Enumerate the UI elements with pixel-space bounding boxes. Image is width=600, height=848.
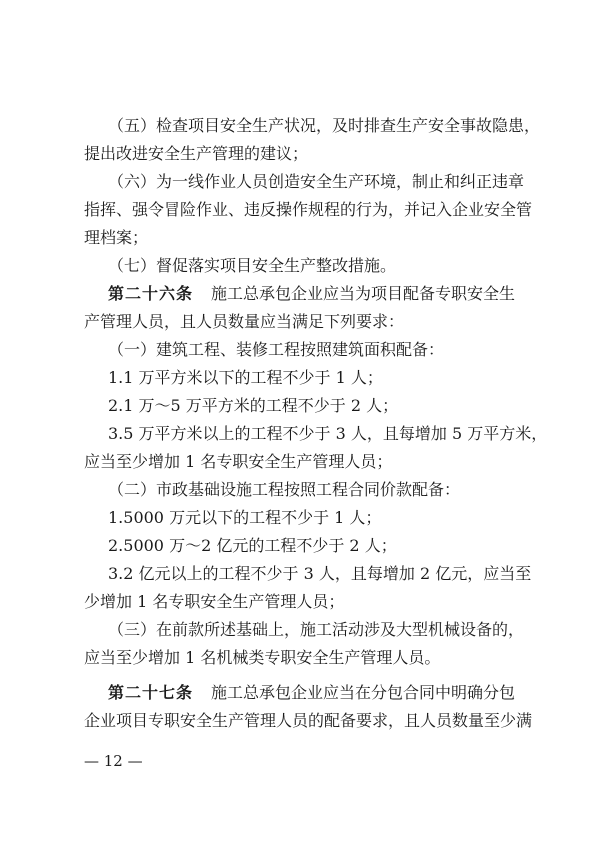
line-text: 产管理人员，且人员数量应当满足下列要求：: [84, 312, 405, 331]
text-line: [0, 200, 600, 220]
text-line: [0, 620, 600, 640]
line-text: 指挥、强令冒险作业、违反操作规程的行为，并记入企业安全管: [84, 200, 533, 219]
line-text: 1.1 万平方米以下的工程不少于 1 人；: [108, 368, 383, 387]
article-heading: 第二十六条: [108, 284, 194, 303]
text-line: [0, 564, 600, 584]
text-line: [0, 480, 600, 500]
line-text: 2.1 万～5 万平方米的工程不少于 2 人；: [108, 396, 399, 415]
line-text: 施工总承包企业应当在分包合同中明确分包: [211, 683, 516, 702]
line-text: （六）为一线作业人员创造安全生产环境，制止和纠正违章: [108, 172, 525, 191]
text-line: [0, 508, 600, 528]
text-line: [0, 340, 600, 360]
text-line: [0, 368, 600, 388]
line-text: 企业项目专职安全生产管理人员的配备要求，且人员数量至少满: [84, 711, 533, 730]
text-line: [0, 536, 600, 556]
line-text: 理档案；: [84, 228, 149, 247]
line-text: 应当至少增加 1 名机械类专职安全生产管理人员。: [84, 648, 441, 667]
text-line: [0, 116, 600, 136]
line-text: 1.5000 万元以下的工程不少于 1 人；: [108, 508, 382, 527]
text-line: [0, 424, 600, 444]
text-line: [0, 228, 600, 248]
line-text: 少增加 1 名专职安全生产管理人员；: [84, 592, 345, 611]
text-line: [0, 452, 600, 472]
line-text: 2.5000 万～2 亿元的工程不少于 2 人；: [108, 536, 397, 555]
text-line: [0, 592, 600, 612]
line-text: 3.2 亿元以上的工程不少于 3 人，且每增加 2 亿元，应当至: [108, 564, 532, 583]
text-line: [0, 312, 600, 332]
line-text: （一）建筑工程、装修工程按照建筑面积配备：: [108, 340, 445, 359]
line-text: （二）市政基础设施工程按照工程合同价款配备：: [108, 480, 461, 499]
text-line: [0, 648, 600, 668]
line-text: 3.5 万平方米以上的工程不少于 3 人，且每增加 5 万平方米，: [108, 424, 548, 443]
line-text: （五）检查项目安全生产状况，及时排查生产安全事故隐患，: [108, 116, 541, 135]
line-text: 施工总承包企业应当为项目配备专职安全生: [211, 284, 516, 303]
text-line: [0, 172, 600, 192]
article-27-line: [0, 683, 600, 703]
line-text: （三）在前款所述基础上，施工活动涉及大型机械设备的，: [108, 620, 525, 639]
article-heading: 第二十七条: [108, 683, 194, 702]
line-text: 提出改进安全生产管理的建议；: [84, 144, 309, 163]
page-number: — 12 —: [84, 752, 143, 770]
line-text: 应当至少增加 1 名专职安全生产管理人员；: [84, 452, 393, 471]
line-text: （七）督促落实项目安全生产整改措施。: [108, 256, 397, 275]
text-line: [0, 144, 600, 164]
article-26-line: [0, 284, 600, 304]
text-line: [0, 711, 600, 731]
text-line: [0, 256, 600, 276]
text-line: [0, 396, 600, 416]
